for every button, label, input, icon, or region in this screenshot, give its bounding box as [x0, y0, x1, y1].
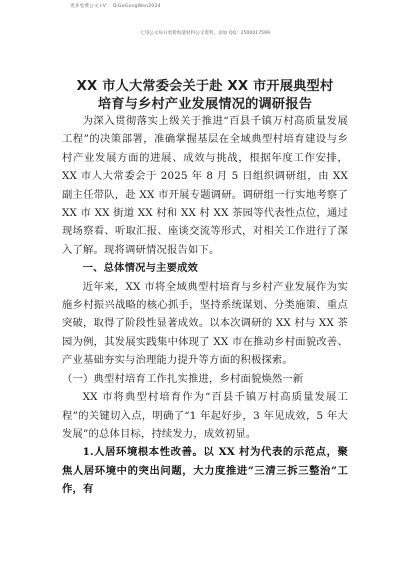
top-watermark: 更多免费公文+V： QiGeGongWen2024	[70, 4, 161, 9]
section-paragraph-1: 近年来，XX 市将全域典型村培育与乡村产业发展作为实施乡村振兴战略的核心抓手，坚持系统谋划、分类施策、重点突破，取得了阶段性显著成效。以本次调研的 XX 村与 XX 茶园为例，其发展实践集中体现了 XX 市在推动乡村面貌改善、产业基础夯实与治理能力提升等方面的积极探索。	[62, 280, 348, 367]
header-note: 七哥公文每日更新海量材料公文资料，添加 QQ：2500017599	[140, 31, 270, 36]
intro-paragraph: 为深入贯彻落实上级关于推进“百县千镇万村高质量发展工程”的决策部署，准确掌握基层在全域典型村培育建设与乡村产业发展方面的进展、成效与挑战，根据年度工作安排，XX 市人大常委会于 2025 年 8 月 5 日组织调研组，由 XX 副主任带队，赴 XX 市开展专题调研。调研组一行实地考察了 XX 市 XX 街道 XX 村和 XX 村 XX 茶园等代表性点位，通过现场察看、听取汇报、座谈交流等形式，对相关工作进行了深入了解。现将调研情况报告如下。	[62, 115, 348, 256]
section-paragraph-3: 1.人居环境根本性改善。以 XX 村为代表的示范点，聚焦人居环境中的突出问题，大力度推进”三清三拆三整治”工作，有	[62, 446, 348, 496]
report-title-line2: 培育与乡村产业发展情况的调研报告	[97, 97, 313, 112]
report-title-line1: XX 市人大常委会关于赴 XX 市开展典型村	[76, 79, 334, 94]
section-heading: 一、总体情况与主要成效	[82, 262, 199, 275]
section-paragraph-2: XX 市将典型村培育作为“百县千镇万村高质量发展工程”的关键切入点，明确了“1 年起好步，3 年见成效，5 年大发展”的总体目标，持续发力，成效初显。	[62, 391, 348, 440]
subsection-heading: （一）典型村培育工作扎实推进，乡村面貌焕然一新	[62, 372, 304, 385]
report-body	[62, 112, 348, 499]
